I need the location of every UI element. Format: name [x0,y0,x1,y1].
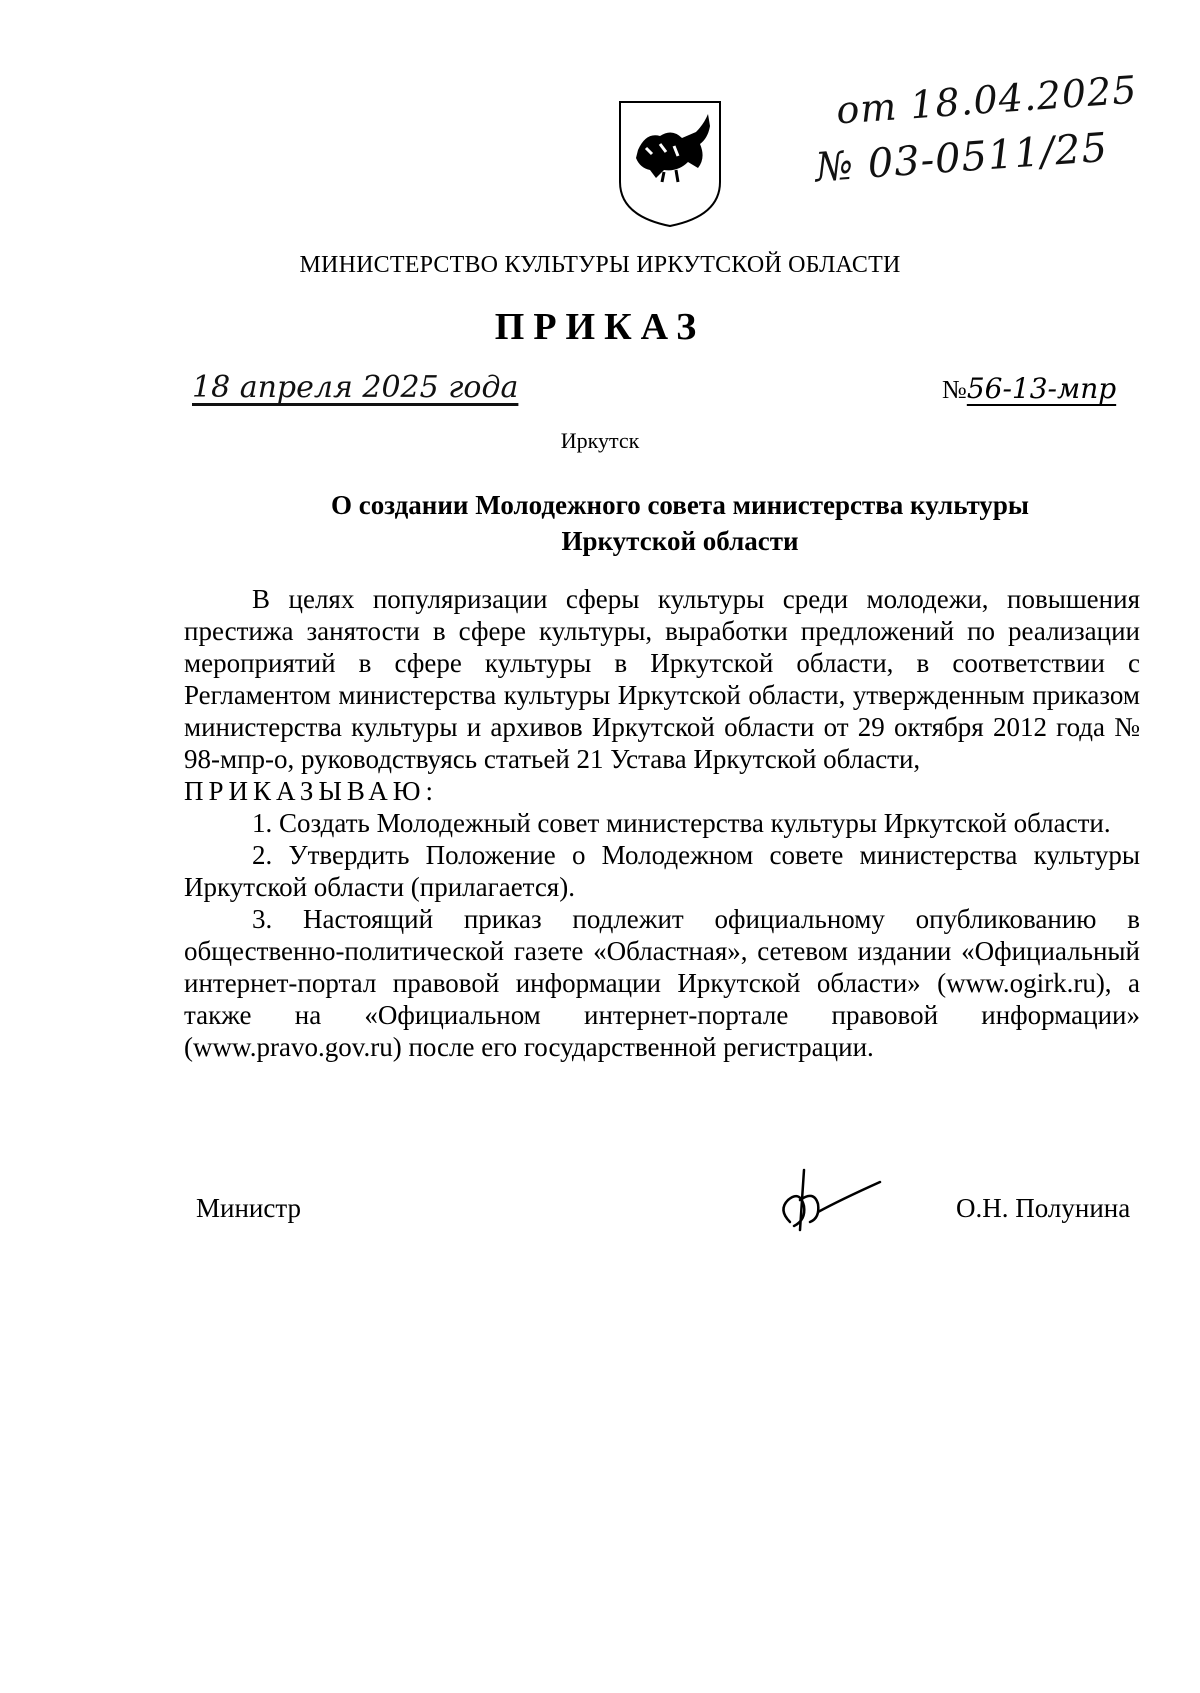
preamble-paragraph: В целях популяризации сферы культуры среди молодежи, повышения престижа занятости в сфере культуры, выработки предложений по реализации мероприятий в сфере культуры в Иркутской области, в соответствии с Регламентом министерства культуры Иркутской области, утвержденным приказом министерства культуры и архивов Иркутской области от 29 октября 2012 года № 98-мпр-о, руководствуясь статьей 21 Устава Иркутской области, [184,584,1140,774]
order-item-3: 3. Настоящий приказ подлежит официальному опубликованию в общественно-политической газете «Областная», сетевом издании «Официальный интернет-портал правовой информации Иркутской области» (www.ogirk.ru), а также на «Официальном интернет-портале правовой информации» (www.pravo.gov.ru) после его государственной регистрации. [184,904,1140,1062]
signatory-role: Министр [196,1193,301,1223]
registration-date: от 18.04.2025 [834,67,1139,133]
order-number-block [942,372,1116,405]
title-line-2: Иркутской области [561,526,799,556]
order-item-1: 1. Создать Молодежный совет министерства культуры Иркутской области. [252,808,1111,838]
registration-number: № 03-0511/25 [813,124,1110,192]
handwritten-signature [770,1160,890,1240]
city: Иркутск [560,428,640,453]
order-item-2: 2. Утвердить Положение о Молодежном совете министерства культуры Иркутской области (прилагается). [184,840,1140,902]
signatory-name: О.Н. Полунина [956,1193,1131,1223]
order-number-prefix: № [942,375,967,404]
document-body [184,583,1140,1063]
title-line-1: О создании Молодежного совета министерства культуры [331,490,1029,520]
decree-word: ПРИКАЗЫВАЮ: [184,776,438,806]
coat-of-arms-emblem [616,98,724,230]
document-title [300,487,1060,559]
order-number: 56-13-мпр [966,372,1117,405]
ministry-name: МИНИСТЕРСТВО КУЛЬТУРЫ ИРКУТСКОЙ ОБЛАСТИ [299,252,901,278]
document-type: ПРИКАЗ [494,306,706,348]
order-date: 18 апреля 2025 года [192,370,519,405]
